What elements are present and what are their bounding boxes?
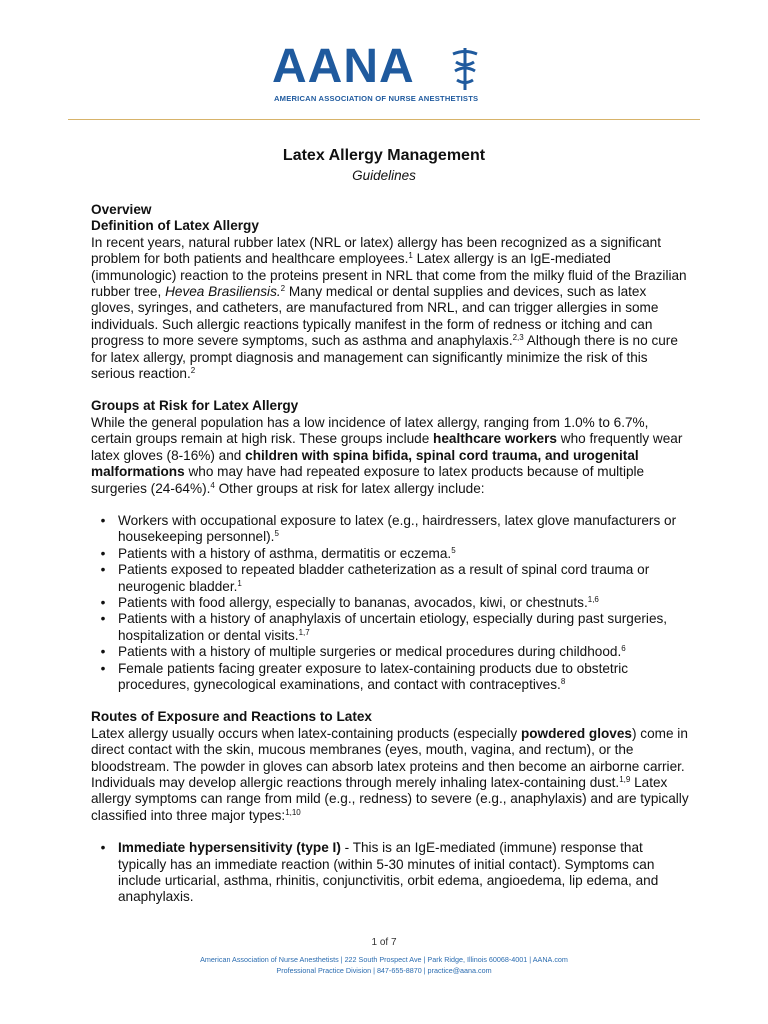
list-item-text: Female patients facing greater exposure to latex-containing products due to obstetric procedures, gynecological examinations, and contact with contraceptives.: [118, 660, 629, 692]
groups-text-2: who frequently wear latex gloves (8-16%) and: [91, 431, 683, 463]
definition-text-2: Latex allergy is an IgE-mediated (immunologic) reaction to the proteins present in NRL that come from the milky fluid of the Brazilian rubber tree,: [91, 251, 687, 300]
bullet: •: [100, 512, 106, 528]
list-item-text: Patients with a history of multiple surgeries or medical procedures during childhood.: [118, 644, 622, 660]
citation: 1: [237, 578, 242, 588]
citation: 5: [274, 529, 279, 539]
bullet: •: [100, 545, 106, 561]
citation: 1: [408, 251, 413, 261]
bullet: •: [100, 611, 106, 627]
routes-bold-1: powdered gloves: [520, 725, 632, 741]
citation: 2: [280, 284, 286, 294]
bullet: •: [100, 660, 106, 676]
routes-text-2: ) come in direct contact with the skin, mucous membranes (eyes, mouth, vagina, and rectum), or the bloodstream. The powder in gloves can absorb latex proteins and then become an airborne carrier. Individuals may develop allergic reactions through merely inhaling latex-containing dust.: [91, 725, 688, 790]
list-item: [91, 840, 691, 906]
bullet: •: [100, 840, 106, 856]
document-body: [91, 202, 691, 906]
citation: 2: [190, 366, 196, 376]
groups-bold-2: children with spina bifida, spinal cord trauma, and urogenital malformations: [91, 447, 639, 480]
bullet: •: [100, 644, 106, 660]
list-item-text: Patients with a history of anaphylaxis of uncertain etiology, especially during past surgeries, hospitalization or dental visits.: [118, 611, 668, 643]
caduceus-icon: [450, 46, 480, 92]
footer-contact: Professional Practice Division | 847-655-8870 | practice@aana.com: [276, 966, 492, 975]
citation: 1,10: [285, 807, 301, 817]
bullet: •: [100, 594, 106, 610]
citation: 1,6: [587, 594, 599, 604]
citation: 5: [451, 545, 456, 555]
definition-text-4: Although there is no cure for latex allergy, prompt diagnosis and management can significantly minimize the risk of this serious reaction.: [91, 333, 678, 382]
groups-text-3: who may have had repeated exposure to latex products because of multiple surgeries (24-64%).: [91, 464, 645, 496]
document-title: Latex Allergy Management: [282, 147, 486, 164]
list-item-text: Patients exposed to repeated bladder catheterization as a result of spinal cord trauma or neurogenic bladder.: [118, 562, 650, 594]
list-item: [91, 611, 691, 644]
citation: 1,7: [298, 627, 310, 637]
list-item-text: Patients with food allergy, especially to bananas, avocados, kiwi, or chestnuts.: [118, 594, 588, 610]
aana-logo: [272, 42, 512, 112]
list-item: [91, 513, 691, 546]
reaction-types-list: [91, 840, 691, 906]
routes-text-3: Latex allergy symptoms can range from mild (e.g., redness) to severe (e.g., anaphylaxis) and are typically classified into three major types:: [91, 775, 689, 823]
citation: 6: [621, 644, 626, 654]
groups-heading: Groups at Risk for Latex Allergy: [91, 398, 299, 414]
list-item: [91, 661, 691, 694]
reaction-type-title: Immediate hypersensitivity (type I): [118, 840, 341, 856]
definition-heading: Definition of Latex Allergy: [91, 218, 259, 234]
list-item: [91, 546, 691, 562]
list-item: [91, 562, 691, 595]
logo-acronym: AANA: [272, 40, 415, 93]
page-number: 1 of 7: [371, 937, 397, 948]
logo-full-name: AMERICAN ASSOCIATION OF NURSE ANESTHETISTS: [274, 94, 479, 103]
overview-heading: Overview: [91, 202, 152, 217]
citation: 8: [560, 676, 566, 686]
groups-text-4: Other groups at risk for latex allergy include:: [214, 480, 485, 496]
document-subtitle: Guidelines: [352, 168, 416, 183]
citation: 2,3: [512, 333, 524, 343]
list-item-text: Workers with occupational exposure to latex (e.g., hairdressers, latex glove manufacturers or housekeeping personnel).: [118, 512, 677, 545]
routes-heading: Routes of Exposure and Reactions to Latex: [91, 709, 372, 725]
definition-text-1: In recent years, natural rubber latex (NRL or latex) allergy has been recognized as a significant problem for both patients and healthcare employees.: [91, 234, 661, 267]
reaction-type-text: - This is an IgE-mediated (immune) response that typically has an immediate reaction (within 5-30 minutes of initial contact). Symptoms can include urticarial, asthma, rhinitis, conjunctivitis, orbit edema, angioedema, lip edema, and anaphylaxis.: [118, 840, 659, 905]
groups-bold-1: healthcare workers: [433, 431, 557, 447]
groups-paragraph: [91, 415, 691, 497]
citation: 4: [210, 480, 215, 490]
routes-text-1: Latex allergy usually occurs when latex-containing products (especially: [91, 725, 521, 741]
species-name: Hevea Brasiliensis.: [165, 284, 281, 300]
risk-groups-list: [91, 513, 691, 693]
definition-text-3: Many medical or dental supplies and devices, such as latex gloves, syringes, and catheters, are manufactured from NRL, and can trigger allergies in some individuals. Such allergic reactions typically manifest in the form of redness or itching and can progress to more severe symptoms, such as asthma and anaphylaxis.: [91, 284, 659, 349]
bullet: •: [100, 562, 106, 578]
groups-text-1: While the general population has a low incidence of latex allergy, ranging from 1.0% to 6.7%, certain groups remain at high risk. These groups include: [91, 414, 649, 447]
routes-paragraph: [91, 726, 691, 824]
list-item-text: Patients with a history of asthma, dermatitis or eczema.: [118, 545, 452, 561]
footer-address: American Association of Nurse Anesthetists | 222 South Prospect Ave | Park Ridge, Illinois 60068-4001 | AANA.com: [200, 955, 568, 964]
citation: 1,9: [619, 775, 631, 784]
definition-paragraph: [91, 235, 691, 383]
list-item: [91, 644, 691, 660]
list-item: [91, 595, 691, 611]
header-divider: [68, 119, 700, 120]
